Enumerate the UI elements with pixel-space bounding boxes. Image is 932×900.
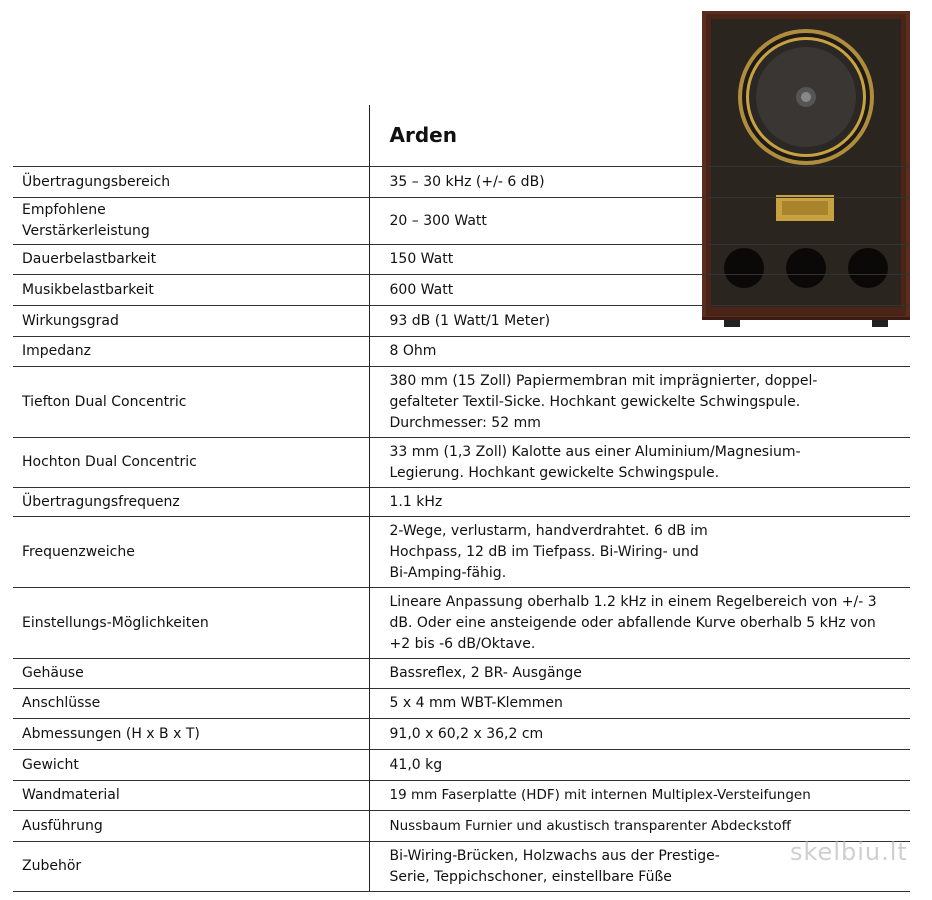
table-row (13, 167, 910, 198)
spec-label: Einstellungs-Möglichkeiten (13, 588, 369, 659)
table-row (13, 689, 910, 719)
table-row (13, 337, 910, 367)
spec-label: Abmessungen (H x B x T) (13, 719, 369, 750)
spec-label: Gewicht (13, 750, 369, 781)
table-row (13, 517, 910, 588)
spec-label: Übertragungsfrequenz (13, 488, 369, 517)
spec-value: 150 Watt (369, 245, 910, 275)
spec-value: 35 – 30 kHz (+/- 6 dB) (369, 167, 910, 198)
spec-value: Bassreflex, 2 BR- Ausgänge (369, 659, 910, 689)
watermark-text: skelbiu.lt (790, 838, 908, 866)
spec-value: 33 mm (1,3 Zoll) Kalotte aus einer Aluminium/Magnesium-Legierung. Hochkant gewickelte Schwingspule. (369, 438, 910, 488)
table-row (13, 306, 910, 337)
spec-value: 1.1 kHz (369, 488, 910, 517)
spec-value: 8 Ohm (369, 337, 910, 367)
spec-label: Anschlüsse (13, 689, 369, 719)
spec-label: Hochton Dual Concentric (13, 438, 369, 488)
table-row (13, 488, 910, 517)
spec-value: 91,0 x 60,2 x 36,2 cm (369, 719, 910, 750)
spec-label: Zubehör (13, 842, 369, 892)
table-row (13, 750, 910, 781)
spec-value: 41,0 kg (369, 750, 910, 781)
table-row (13, 275, 910, 306)
spec-label: Frequenzweiche (13, 517, 369, 588)
table-row (13, 781, 910, 811)
spec-value: Lineare Anpassung oberhalb 1.2 kHz in einem Regelbereich von +/- 3 dB. Oder eine ansteigende oder abfallende Kurve oberhalb 5 kHz von +2 bis -6 dB/Oktave. (369, 588, 910, 659)
model-name: Arden (389, 123, 457, 147)
spec-label: Empfohlene Verstärkerleistung (13, 198, 369, 245)
spec-value: 5 x 4 mm WBT-Klemmen (369, 689, 910, 719)
header-label-cell (13, 105, 369, 167)
spec-value: 2-Wege, verlustarm, handverdrahtet. 6 dB im Hochpass, 12 dB im Tiefpass. Bi-Wiring- und Bi-Amping-fähig. (369, 517, 910, 588)
spec-label: Dauerbelastbarkeit (13, 245, 369, 275)
table-row (13, 811, 910, 842)
spec-label: Musikbelastbarkeit (13, 275, 369, 306)
spec-value: 600 Watt (369, 275, 910, 306)
spec-value: 19 mm Faserplatte (HDF) mit internen Multiplex-Versteifungen (369, 781, 910, 811)
spec-label: Wandmaterial (13, 781, 369, 811)
table-row (13, 588, 910, 659)
spec-label: Gehäuse (13, 659, 369, 689)
spec-value: Bi-Wiring-Brücken, Holzwachs aus der Prestige-Serie, Teppichschoner, einstellbare Füße (369, 842, 910, 892)
table-row (13, 438, 910, 488)
table-row (13, 245, 910, 275)
table-row (13, 719, 910, 750)
table-row (13, 842, 910, 892)
spec-value: 93 dB (1 Watt/1 Meter) (369, 306, 910, 337)
spec-label: Wirkungsgrad (13, 306, 369, 337)
table-row (13, 198, 910, 245)
spec-value: 380 mm (15 Zoll) Papiermembran mit imprägnierter, doppel-gefalteter Textil-Sicke. Hochkant gewickelte Schwingspule. Durchmesser: 52 mm (369, 367, 910, 438)
table-row (13, 659, 910, 689)
spec-value: Nussbaum Furnier und akustisch transparenter Abdeckstoff (369, 811, 910, 842)
spec-label: Übertragungsbereich (13, 167, 369, 198)
spec-label: Ausführung (13, 811, 369, 842)
spec-value: 20 – 300 Watt (369, 198, 910, 245)
table-header-row (13, 105, 910, 167)
spec-label: Impedanz (13, 337, 369, 367)
table-row (13, 367, 910, 438)
specifications-table (13, 105, 910, 892)
spec-label: Tiefton Dual Concentric (13, 367, 369, 438)
